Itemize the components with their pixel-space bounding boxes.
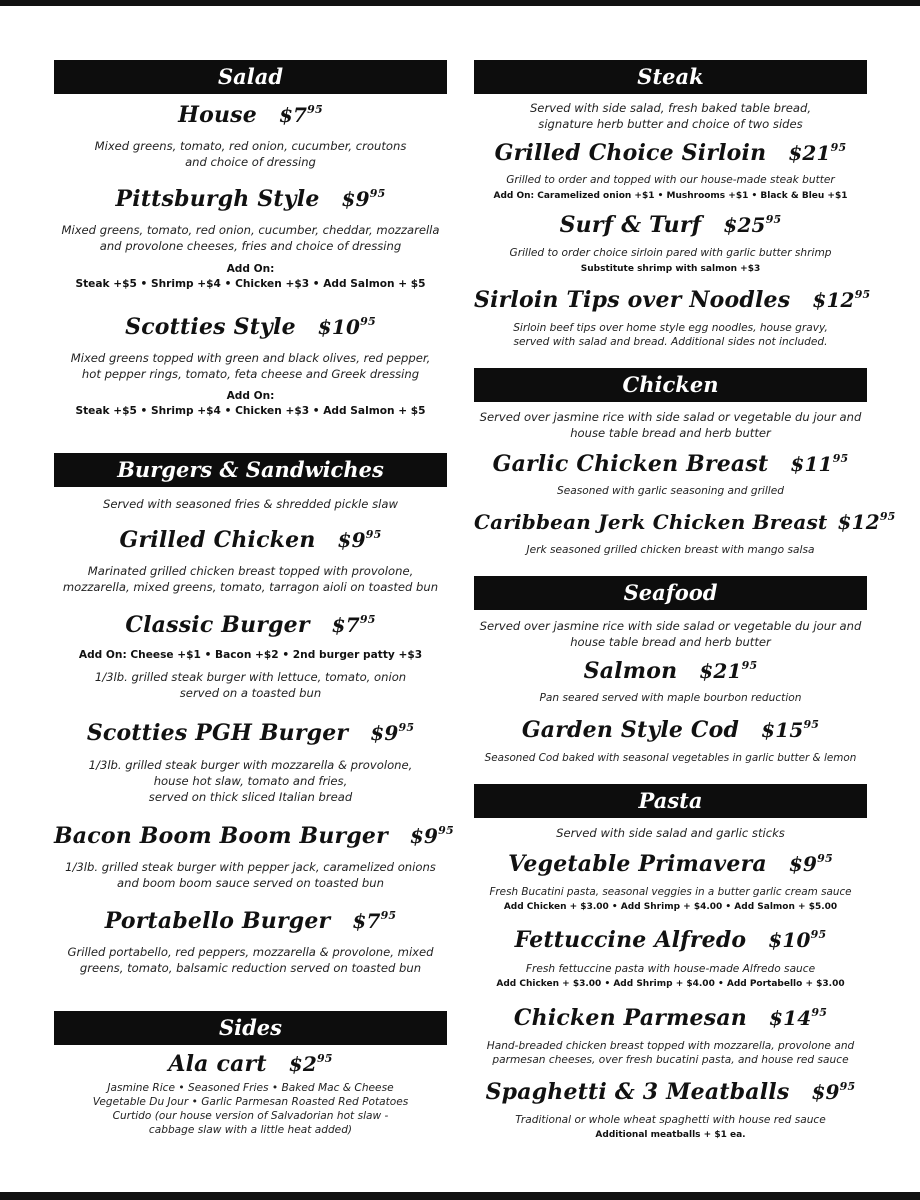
menu-item: [474, 451, 867, 477]
item-description: 1/3lb. grilled steak burger with mozzarella & provolone, house hot slaw, tomato and fries, served on thick sliced Italian bread: [88, 758, 413, 804]
menu-item: [54, 823, 454, 849]
item-addon: Add On: Cheese +$1 • Bacon +$2 • 2nd burger patty +$3: [78, 649, 423, 661]
item-price: $\$21^{95}$: [788, 141, 847, 165]
item-description: Seasoned Cod baked with seasonal vegetables in garlic butter & lemon: [484, 752, 857, 764]
item-name: Chicken Parmesan: [513, 1005, 747, 1031]
item-description: Jerk seasoned grilled chicken breast with mango salsa: [526, 544, 815, 556]
item-name: Classic Burger: [125, 612, 310, 638]
item-description: Traditional or whole wheat spaghetti with house red sauce: [515, 1114, 826, 1126]
menu-item: [474, 851, 867, 877]
section-intro: Served with side salad and garlic sticks: [556, 826, 785, 840]
section-intro: Served over jasmine rice with side salad or vegetable du jour and house table bread and herb butter: [479, 410, 862, 440]
item-price: $\$25^{95}$: [723, 213, 782, 237]
menu-item: [54, 908, 447, 934]
pasta-section: [474, 784, 867, 818]
item-name: Scotties Style: [125, 314, 296, 340]
section-header: Steak: [474, 60, 867, 94]
item-name: House: [178, 102, 257, 128]
steak-section: [474, 60, 867, 94]
item-name: Scotties PGH Burger: [86, 720, 349, 746]
menu-item: [474, 658, 867, 684]
item-price: $\$9^{95}$: [370, 721, 415, 745]
section-intro: Served over jasmine rice with side salad or vegetable du jour and house table bread and herb butter: [479, 619, 862, 649]
item-addon: Add Chicken + $3.00 • Add Shrimp + $4.00 • Add Portabello + $3.00: [496, 979, 845, 989]
item-addon: Additional meatballs + $1 ea.: [595, 1130, 746, 1140]
item-name: Bacon Boom Boom Burger: [54, 823, 388, 849]
menu-item: [474, 510, 896, 534]
top-border: [0, 0, 920, 6]
item-name: Grilled Chicken: [119, 527, 316, 553]
item-description: Mixed greens, tomato, red onion, cucumber, cheddar, mozzarella and provolone cheeses, fries and choice of dressing: [61, 223, 440, 253]
item-description: Seasoned with garlic seasoning and grilled: [557, 485, 784, 497]
item-description: Fresh Bucatini pasta, seasonal veggies in a butter garlic cream sauce: [489, 886, 852, 898]
item-name: Surf & Turf: [559, 212, 702, 238]
item-description: Mixed greens, tomato, red onion, cucumber, croutons and choice of dressing: [94, 139, 407, 169]
menu-item: [474, 927, 867, 953]
seafood-section: [474, 576, 867, 610]
item-description: Mixed greens topped with green and black olives, red pepper, hot pepper rings, tomato, feta cheese and Greek dressing: [70, 351, 431, 381]
menu-item: [54, 102, 447, 128]
section-intro: Served with side salad, fresh baked table bread, signature herb butter and choice of two sides: [529, 101, 812, 131]
item-price: $\$2^{95}$: [288, 1052, 333, 1076]
item-price: $\$15^{95}$: [761, 718, 820, 742]
item-name: Ala cart: [168, 1051, 267, 1077]
item-price: $\$9^{95}$: [337, 528, 382, 552]
item-price: $\$12^{95}$: [812, 288, 871, 312]
item-name: Spaghetti & 3 Meatballs: [485, 1079, 790, 1105]
item-price: $\$21^{95}$: [699, 659, 758, 683]
item-description: 1/3lb. grilled steak burger with lettuce, tomato, onion served on a toasted bun: [94, 670, 407, 700]
item-addon: Add On: Steak +$5 • Shrimp +$4 • Chicken +$3 • Add Salmon + $5: [75, 263, 426, 290]
item-description: 1/3lb. grilled steak burger with pepper jack, caramelized onions and boom boom sauce served on toasted bun: [65, 860, 436, 890]
item-addon: Add Chicken + $3.00 • Add Shrimp + $4.00 • Add Salmon + $5.00: [503, 902, 838, 912]
item-price: $\$9^{95}$: [788, 852, 833, 876]
section-intro: Served with seasoned fries & shredded pickle slaw: [103, 497, 398, 511]
menu-item: [54, 1051, 447, 1077]
menu-item: [54, 720, 447, 746]
section-header: Salad: [54, 60, 447, 94]
menu-item: [474, 1079, 867, 1105]
section-header: Seafood: [474, 576, 867, 610]
item-description: Marinated grilled chicken breast topped with provolone, mozzarella, mixed greens, tomato, tarragon aioli on toasted bun: [62, 564, 439, 594]
item-name: Sirloin Tips over Noodles: [474, 287, 791, 313]
menu-item: [54, 527, 447, 553]
menu-item: [54, 612, 447, 638]
item-description: Grilled to order choice sirloin pared with garlic butter shrimp: [509, 247, 832, 259]
item-addon: Add On: Steak +$5 • Shrimp +$4 • Chicken +$3 • Add Salmon + $5: [75, 390, 426, 417]
item-price: $\$9^{95}$: [811, 1080, 856, 1104]
item-price: $\$9^{95}$: [341, 187, 386, 211]
bottom-border: [0, 1192, 920, 1200]
item-price: $\$10^{95}$: [317, 315, 376, 339]
item-price: $\$12^{95}$: [837, 510, 896, 534]
chicken-section: [474, 368, 867, 402]
burgers-section: [54, 453, 447, 487]
item-price: $\$7^{95}$: [352, 909, 397, 933]
item-name: Caribbean Jerk Chicken Breast: [474, 510, 828, 534]
item-description: Grilled portabello, red peppers, mozzarella & provolone, mixed greens, tomato, balsamic reduction served on toasted bun: [67, 945, 434, 975]
item-price: $\$7^{95}$: [278, 103, 323, 127]
section-header: Burgers & Sandwiches: [54, 453, 447, 487]
menu-item: [54, 314, 447, 340]
item-description: Grilled to order and topped with our house-made steak butter: [506, 174, 835, 186]
item-addon: Substitute shrimp with salmon +$3: [580, 264, 761, 274]
item-price: $\$9^{95}$: [409, 824, 454, 848]
menu-item: [474, 140, 867, 166]
item-description: Fresh fettuccine pasta with house-made Alfredo sauce: [525, 963, 816, 975]
item-name: Salmon: [583, 658, 678, 684]
salad-section: [54, 60, 447, 94]
item-name: Vegetable Primavera: [508, 851, 767, 877]
item-addon: Add On: Caramelized onion +$1 • Mushrooms +$1 • Black & Bleu +$1: [493, 191, 848, 201]
item-price: $\$7^{95}$: [331, 613, 376, 637]
item-price: $\$11^{95}$: [790, 452, 849, 476]
section-header: Pasta: [474, 784, 867, 818]
menu-item: [474, 212, 867, 238]
item-name: Garlic Chicken Breast: [492, 451, 769, 477]
item-description: Sirloin beef tips over home style egg noodles, house gravy, served with salad and bread. Additional sides not included.: [513, 322, 828, 348]
item-description: Jasmine Rice • Seasoned Fries • Baked Mac & Cheese Vegetable Du Jour • Garlic Parmesan Roasted Red Potatoes Curtido (our house version of Salvadorian hot slaw - cabbage slaw with a little heat added): [92, 1082, 409, 1136]
menu-item: [474, 717, 867, 743]
item-name: Fettuccine Alfredo: [514, 927, 747, 953]
item-name: Grilled Choice Sirloin: [494, 140, 767, 166]
item-name: Pittsburgh Style: [115, 186, 320, 212]
section-header: Sides: [54, 1011, 447, 1045]
item-price: $\$10^{95}$: [768, 928, 827, 952]
item-name: Portabello Burger: [104, 908, 331, 934]
item-description: Hand-breaded chicken breast topped with mozzarella, provolone and parmesan cheeses, over fresh bucatini pasta, and house red sauce: [486, 1040, 855, 1066]
menu-item: [54, 186, 447, 212]
item-description: Pan seared served with maple bourbon reduction: [539, 692, 802, 704]
item-price: $\$14^{95}$: [768, 1006, 828, 1030]
section-header: Chicken: [474, 368, 867, 402]
menu-item: [474, 287, 871, 313]
sides-section: [54, 1011, 447, 1045]
menu-item: [474, 1005, 867, 1031]
item-name: Garden Style Cod: [521, 717, 740, 743]
